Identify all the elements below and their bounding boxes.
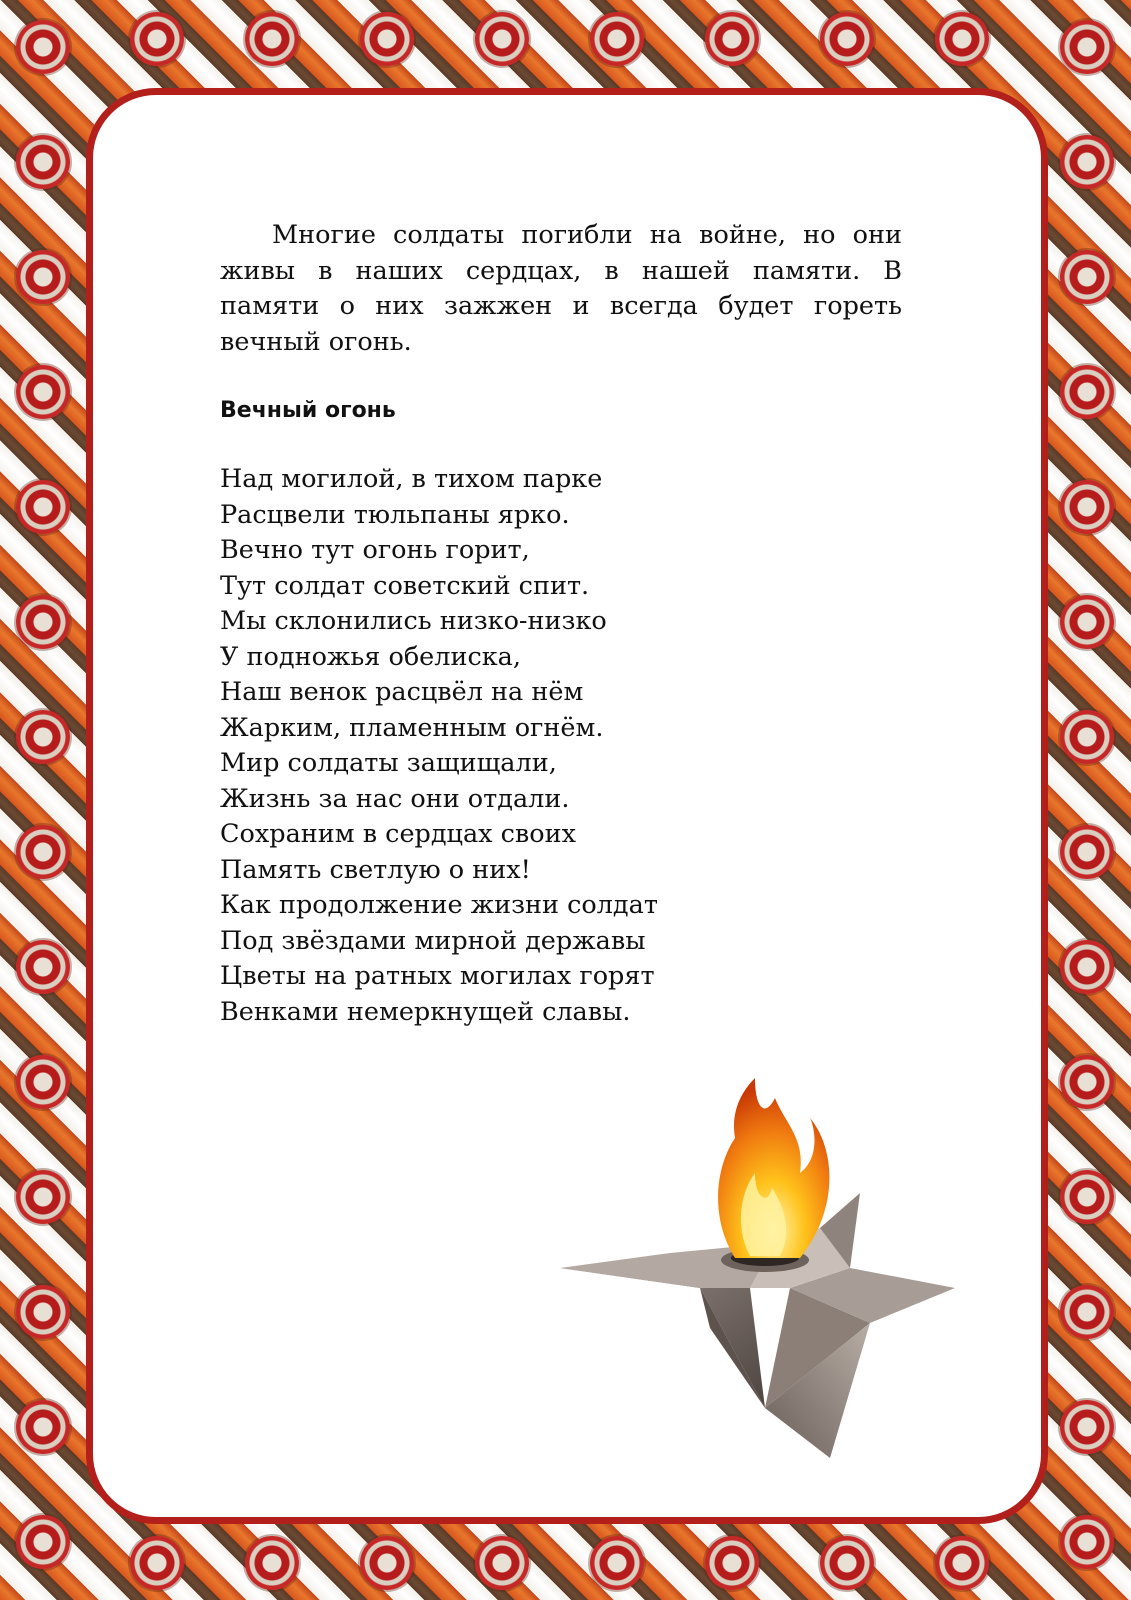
order-of-patriotic-war-icon xyxy=(475,1536,529,1590)
poem-line: Наш венок расцвёл на нём xyxy=(220,677,584,707)
order-of-patriotic-war-icon xyxy=(475,12,529,66)
order-of-patriotic-war-icon xyxy=(360,12,414,66)
order-of-patriotic-war-icon xyxy=(705,1536,759,1590)
order-of-patriotic-war-icon xyxy=(16,1400,70,1454)
order-of-patriotic-war-icon xyxy=(16,940,70,994)
order-of-patriotic-war-icon xyxy=(1060,250,1114,304)
order-of-patriotic-war-icon xyxy=(16,595,70,649)
poem-line: Над могилой, в тихом парке xyxy=(220,464,603,494)
order-of-patriotic-war-icon xyxy=(1060,135,1114,189)
order-of-patriotic-war-icon xyxy=(590,1536,644,1590)
order-of-patriotic-war-icon xyxy=(1060,480,1114,534)
poem-title: Вечный огонь xyxy=(220,398,396,423)
document-content xyxy=(220,218,902,1030)
order-of-patriotic-war-icon xyxy=(16,1055,70,1109)
order-of-patriotic-war-icon xyxy=(1060,1170,1114,1224)
order-of-patriotic-war-icon xyxy=(590,12,644,66)
order-of-patriotic-war-icon xyxy=(16,480,70,534)
order-of-patriotic-war-icon xyxy=(1060,1285,1114,1339)
order-of-patriotic-war-icon xyxy=(1060,365,1114,419)
poem-line: Вечно тут огонь горит, xyxy=(220,535,530,565)
order-of-patriotic-war-icon xyxy=(16,250,70,304)
order-of-patriotic-war-icon xyxy=(935,12,989,66)
order-of-patriotic-war-icon xyxy=(16,365,70,419)
order-of-patriotic-war-icon xyxy=(935,1536,989,1590)
poem-line: Сохраним в сердцах своих xyxy=(220,819,577,849)
order-of-patriotic-war-icon xyxy=(16,1285,70,1339)
order-of-patriotic-war-icon xyxy=(1060,710,1114,764)
intro-paragraph: Многие солдаты погибли на войне, но они живы в наших сердцах, в нашей памяти. В памяти о них зажжен и всегда будет гореть вечный огонь. xyxy=(220,220,902,357)
poem-line: Память светлую о них! xyxy=(220,854,531,885)
order-of-patriotic-war-icon xyxy=(1060,825,1114,879)
poem-line: Как продолжение жизни солдат xyxy=(220,890,658,920)
order-of-patriotic-war-icon xyxy=(360,1536,414,1590)
order-of-patriotic-war-icon xyxy=(820,1536,874,1590)
order-of-patriotic-war-icon xyxy=(16,20,70,74)
poem-line: Жизнь за нас они отдали. xyxy=(220,783,570,814)
order-of-patriotic-war-icon xyxy=(16,1515,70,1569)
poem-line: Венками немеркнущей славы. xyxy=(220,996,631,1027)
order-of-patriotic-war-icon xyxy=(1060,940,1114,994)
order-of-patriotic-war-icon xyxy=(820,12,874,66)
order-of-patriotic-war-icon xyxy=(705,12,759,66)
poem-line: Жарким, пламенным огнём. xyxy=(220,712,604,743)
poem-line: Под звёздами мирной державы xyxy=(220,925,646,956)
order-of-patriotic-war-icon xyxy=(1060,1055,1114,1109)
poem-line: Расцвели тюльпаны ярко. xyxy=(220,499,570,530)
order-of-patriotic-war-icon xyxy=(1060,1515,1114,1569)
order-of-patriotic-war-icon xyxy=(245,12,299,66)
poem-line: Мы склонились низко-низко xyxy=(220,606,607,636)
order-of-patriotic-war-icon xyxy=(16,1170,70,1224)
order-of-patriotic-war-icon xyxy=(16,135,70,189)
order-of-patriotic-war-icon xyxy=(1060,595,1114,649)
poem-text xyxy=(220,462,902,1030)
order-of-patriotic-war-icon xyxy=(16,710,70,764)
order-of-patriotic-war-icon xyxy=(130,1536,184,1590)
poem-line: У подножья обелиска, xyxy=(220,641,521,672)
order-of-patriotic-war-icon xyxy=(130,12,184,66)
poem-line: Мир солдаты защищали, xyxy=(220,748,557,778)
order-of-patriotic-war-icon xyxy=(1060,1400,1114,1454)
eternal-flame-star-icon xyxy=(560,1078,980,1458)
order-of-patriotic-war-icon xyxy=(16,825,70,879)
order-of-patriotic-war-icon xyxy=(245,1536,299,1590)
poem-line: Цветы на ратных могилах горят xyxy=(220,961,655,991)
order-of-patriotic-war-icon xyxy=(1060,20,1114,74)
poem-line: Тут солдат советский спит. xyxy=(220,570,590,601)
